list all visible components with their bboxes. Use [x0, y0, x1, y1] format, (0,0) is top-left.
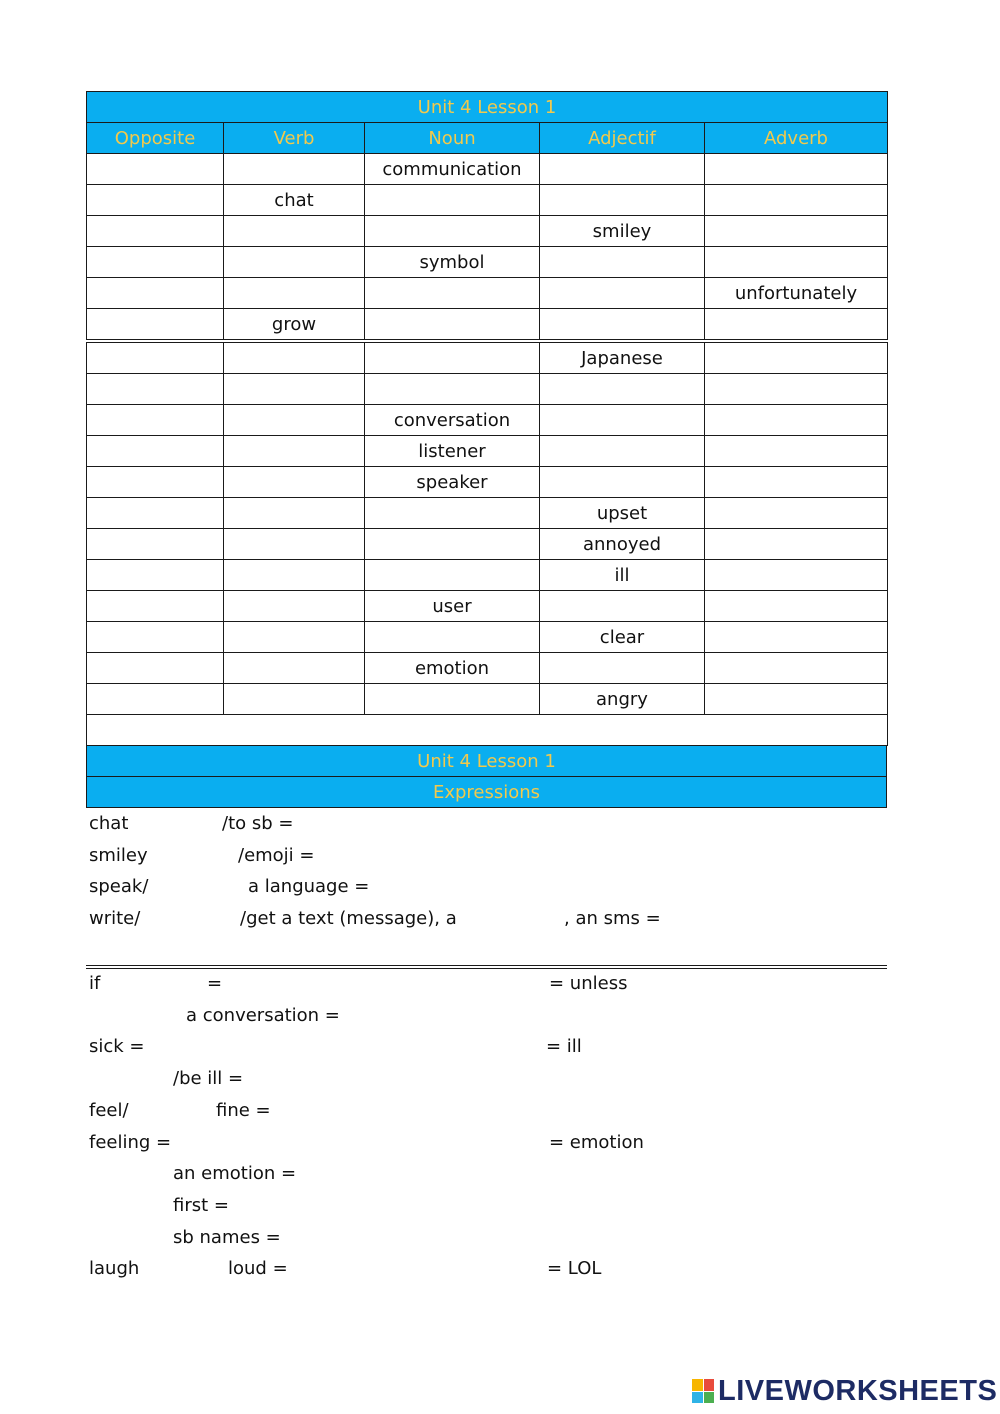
expression-line	[86, 1000, 887, 1032]
logo-icon	[692, 1379, 714, 1403]
table-row	[87, 560, 888, 591]
expression-text: feeling =	[89, 1131, 172, 1153]
answer-cell[interactable]	[540, 653, 705, 684]
word-cell: Japanese	[540, 341, 705, 374]
answer-cell[interactable]	[365, 216, 540, 247]
answer-cell[interactable]	[540, 247, 705, 278]
word-cell: listener	[365, 436, 540, 467]
expressions-title: Unit 4 Lesson 1	[86, 746, 887, 777]
expressions-list	[86, 808, 887, 1288]
answer-cell[interactable]	[540, 278, 705, 309]
expression-text: laugh	[89, 1258, 140, 1280]
answer-cell[interactable]	[224, 154, 365, 185]
expression-text: loud =	[228, 1258, 288, 1280]
answer-cell[interactable]	[87, 309, 224, 342]
answer-cell[interactable]	[365, 309, 540, 342]
answer-cell[interactable]	[705, 216, 888, 247]
expression-text: = LOL	[547, 1258, 602, 1280]
answer-cell[interactable]	[87, 529, 224, 560]
answer-cell[interactable]	[224, 684, 365, 715]
vocabulary-table	[86, 91, 888, 746]
answer-cell[interactable]	[87, 216, 224, 247]
expression-line	[86, 1063, 887, 1095]
expression-line	[86, 808, 887, 840]
answer-cell[interactable]	[705, 341, 888, 374]
expression-text: chat	[89, 813, 129, 834]
spacer-row	[87, 715, 888, 746]
answer-cell[interactable]	[705, 498, 888, 529]
answer-cell[interactable]	[87, 405, 224, 436]
answer-cell[interactable]	[224, 216, 365, 247]
answer-cell[interactable]	[540, 374, 705, 405]
table-title: Unit 4 Lesson 1	[87, 92, 888, 123]
answer-cell[interactable]	[705, 653, 888, 684]
word-cell: upset	[540, 498, 705, 529]
expression-text: smiley	[89, 844, 148, 866]
column-header: Noun	[365, 123, 540, 154]
word-cell: clear	[540, 622, 705, 653]
table-row	[87, 622, 888, 653]
table-row	[87, 591, 888, 622]
table-row	[87, 341, 888, 374]
table-row	[87, 529, 888, 560]
expression-text: a language =	[248, 876, 370, 898]
expression-text: speak/	[89, 876, 149, 898]
expression-line	[86, 968, 887, 1000]
answer-cell[interactable]	[540, 405, 705, 436]
answer-cell[interactable]	[224, 622, 365, 653]
word-cell: unfortunately	[705, 278, 888, 309]
answer-cell[interactable]	[87, 374, 224, 405]
answer-cell[interactable]	[224, 374, 365, 405]
expression-text: /be ill =	[173, 1068, 244, 1090]
answer-cell[interactable]	[87, 185, 224, 216]
column-header: Opposite	[87, 123, 224, 154]
answer-cell[interactable]	[365, 185, 540, 216]
answer-cell[interactable]	[87, 560, 224, 591]
answer-cell[interactable]	[87, 653, 224, 684]
answer-cell[interactable]	[87, 591, 224, 622]
word-cell: annoyed	[540, 529, 705, 560]
word-cell: symbol	[365, 247, 540, 278]
answer-cell[interactable]	[87, 278, 224, 309]
table-row	[87, 185, 888, 216]
expression-text: =	[207, 973, 223, 994]
expression-line	[86, 871, 887, 903]
answer-cell[interactable]	[87, 247, 224, 278]
answer-cell[interactable]	[224, 436, 365, 467]
expression-line	[86, 1190, 887, 1222]
expression-text: an emotion =	[173, 1163, 297, 1185]
column-header: Verb	[224, 123, 365, 154]
table-row	[87, 436, 888, 467]
answer-cell[interactable]	[705, 684, 888, 715]
answer-cell[interactable]	[224, 247, 365, 278]
table-row	[87, 374, 888, 405]
expression-text: , an sms =	[564, 908, 661, 930]
expression-text: /emoji =	[238, 844, 315, 866]
answer-cell[interactable]	[87, 341, 224, 374]
answer-cell[interactable]	[365, 622, 540, 653]
table-row	[87, 154, 888, 185]
answer-cell[interactable]	[87, 684, 224, 715]
word-cell: chat	[224, 185, 365, 216]
expressions-subtitle: Expressions	[86, 777, 887, 808]
worksheet	[86, 91, 887, 1288]
word-cell: conversation	[365, 405, 540, 436]
answer-cell[interactable]	[540, 154, 705, 185]
answer-cell[interactable]	[224, 467, 365, 498]
expression-line	[86, 1095, 887, 1127]
answer-cell[interactable]	[705, 436, 888, 467]
word-cell: emotion	[365, 653, 540, 684]
answer-cell[interactable]	[365, 374, 540, 405]
expression-text: = ill	[546, 1036, 582, 1058]
answer-cell[interactable]	[87, 498, 224, 529]
word-cell: grow	[224, 309, 365, 342]
expression-line	[86, 1222, 887, 1254]
answer-cell[interactable]	[705, 154, 888, 185]
answer-cell[interactable]	[540, 591, 705, 622]
word-cell: smiley	[540, 216, 705, 247]
answer-cell[interactable]	[705, 247, 888, 278]
expression-line	[86, 840, 887, 872]
logo-square	[704, 1392, 715, 1404]
column-header: Adverb	[705, 123, 888, 154]
answer-cell[interactable]	[87, 622, 224, 653]
word-cell: angry	[540, 684, 705, 715]
answer-cell[interactable]	[365, 560, 540, 591]
word-cell: speaker	[365, 467, 540, 498]
word-cell: user	[365, 591, 540, 622]
expression-text: first =	[173, 1194, 229, 1216]
table-row	[87, 653, 888, 684]
answer-cell[interactable]	[87, 154, 224, 185]
expression-text: /to sb =	[222, 813, 294, 834]
expression-text: = unless	[549, 973, 628, 994]
answer-cell[interactable]	[224, 405, 365, 436]
answer-cell[interactable]	[705, 405, 888, 436]
logo-square	[692, 1379, 703, 1391]
answer-cell[interactable]	[705, 622, 888, 653]
answer-cell[interactable]	[705, 309, 888, 342]
expression-text: feel/	[89, 1099, 129, 1121]
table-row	[87, 467, 888, 498]
word-cell: ill	[540, 560, 705, 591]
answer-cell[interactable]	[224, 278, 365, 309]
answer-cell[interactable]	[705, 591, 888, 622]
answer-cell[interactable]	[705, 185, 888, 216]
table-row	[87, 278, 888, 309]
expression-text: fine =	[216, 1099, 271, 1121]
answer-cell[interactable]	[87, 467, 224, 498]
answer-cell[interactable]	[224, 498, 365, 529]
expression-text: write/	[89, 908, 141, 930]
empty-cell	[87, 715, 888, 746]
answer-cell[interactable]	[540, 436, 705, 467]
column-header: Adjectif	[540, 123, 705, 154]
answer-cell[interactable]	[365, 278, 540, 309]
table-row	[87, 216, 888, 247]
answer-cell[interactable]	[540, 467, 705, 498]
answer-cell[interactable]	[224, 653, 365, 684]
table-row	[87, 684, 888, 715]
answer-cell[interactable]	[224, 591, 365, 622]
answer-cell[interactable]	[365, 529, 540, 560]
answer-cell[interactable]	[705, 467, 888, 498]
table-row	[87, 309, 888, 342]
answer-cell[interactable]	[540, 309, 705, 342]
expression-line	[86, 1031, 887, 1063]
answer-cell[interactable]	[87, 436, 224, 467]
expression-line	[86, 1158, 887, 1190]
answer-cell[interactable]	[224, 560, 365, 591]
answer-cell[interactable]	[705, 374, 888, 405]
word-cell: communication	[365, 154, 540, 185]
answer-cell[interactable]	[705, 529, 888, 560]
liveworksheets-logo	[692, 1374, 997, 1408]
logo-square	[704, 1379, 715, 1391]
logo-text: LIVEWORKSHEETS	[718, 1374, 998, 1407]
logo-square	[692, 1392, 703, 1404]
expression-line	[86, 1253, 887, 1285]
expression-text: sick =	[89, 1036, 145, 1058]
expression-text: sb names =	[173, 1226, 281, 1248]
answer-cell[interactable]	[365, 498, 540, 529]
expression-text: a conversation =	[186, 1004, 340, 1026]
table-row	[87, 405, 888, 436]
expression-line	[86, 903, 887, 935]
expression-text: /get a text (message), a	[240, 908, 457, 930]
table-row	[87, 498, 888, 529]
answer-cell[interactable]	[224, 341, 365, 374]
answer-cell[interactable]	[705, 560, 888, 591]
table-header-row	[87, 123, 888, 154]
answer-cell[interactable]	[224, 529, 365, 560]
expression-text: = emotion	[549, 1131, 644, 1153]
expression-line	[86, 1127, 887, 1159]
expression-text: if	[89, 973, 101, 994]
answer-cell[interactable]	[365, 684, 540, 715]
table-row	[87, 247, 888, 278]
answer-cell[interactable]	[540, 185, 705, 216]
answer-cell[interactable]	[365, 341, 540, 374]
